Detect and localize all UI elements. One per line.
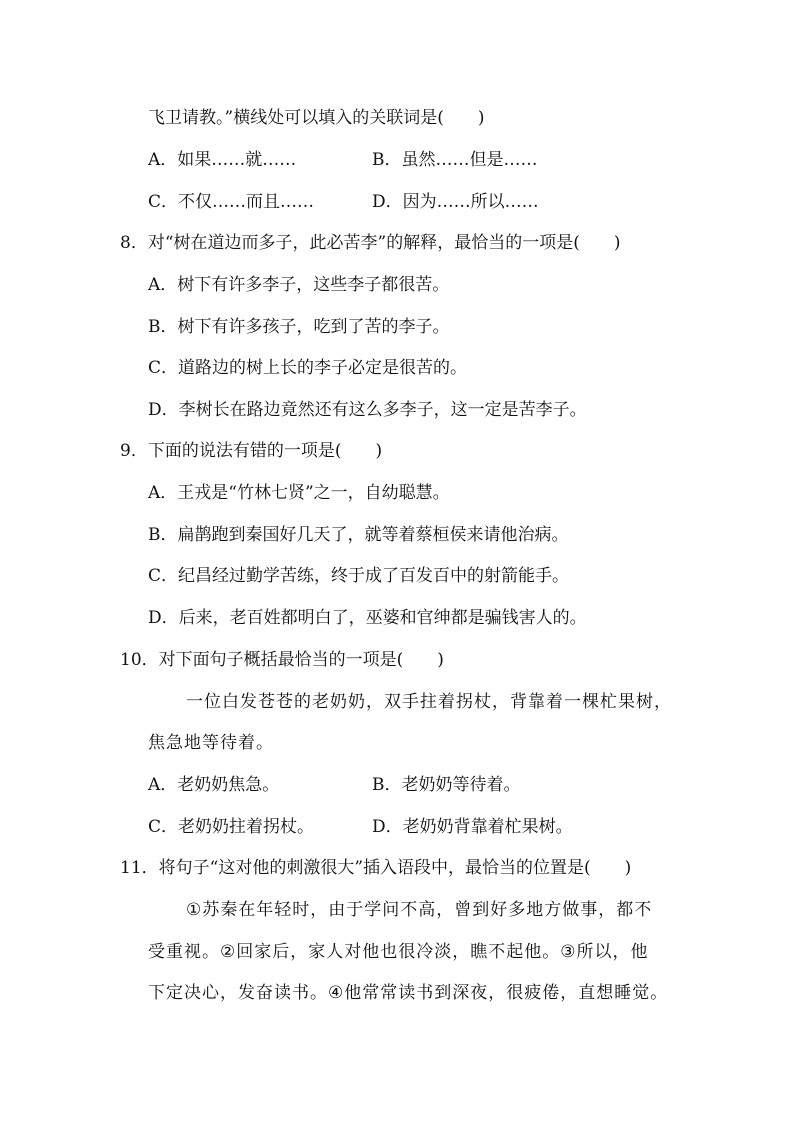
- q11-passage-line3: 下定决心，发奋读书。④他常常读书到深夜，很疲倦，直想睡觉。: [148, 983, 669, 1003]
- q9-option-d: D．后来，老百姓都明白了，巫婆和官绅都是骗钱害人的。: [148, 608, 587, 628]
- q8-option-b: B．树下有许多孩子，吃到了苦的李子。: [148, 317, 450, 337]
- q10-stem: 10．对下面句子概括最恰当的一项是( ): [120, 650, 444, 670]
- q7-option-c: C．不仅……而且……: [148, 192, 315, 212]
- q10-passage-line2: 焦急地等待着。: [148, 733, 274, 753]
- q8-option-d: D．李树长在路边竟然还有这么多李子，这一定是苦李子。: [148, 400, 587, 420]
- q9-option-a: A．王戎是“竹林七贤”之一，自幼聪慧。: [148, 483, 450, 503]
- q11-stem: 11．将句子“这对他的刺激很大”插入语段中，最恰当的位置是( ): [120, 858, 632, 878]
- q9-option-b: B．扁鹊跑到秦国好几天了，就等着蔡桓侯来请他治病。: [148, 525, 569, 545]
- q10-option-c: C．老奶奶拄着拐杖。: [148, 817, 315, 837]
- q9-option-c: C．纪昌经过勤学苦练，终于成了百发百中的射箭能手。: [148, 566, 570, 586]
- q10-option-b: B．老奶奶等待着。: [372, 775, 521, 795]
- q7-option-d: D．因为……所以……: [372, 192, 539, 212]
- q7-option-a: A．如果……就……: [148, 150, 297, 170]
- q10-option-d: D．老奶奶背靠着杧果树。: [372, 817, 573, 837]
- q7-stem-tail: 飞卫请教。”横线处可以填入的关联词是( ): [148, 108, 485, 128]
- q8-option-a: A．树下有许多李子，这些李子都很苦。: [148, 275, 450, 295]
- q8-stem: 8．对“树在道边而多子，此必苦李”的解释，最恰当的一项是( ): [120, 233, 621, 253]
- q10-passage-line1: 一位白发苍苍的老奶奶，双手拄着拐杖，背靠着一棵杧果树，: [186, 692, 672, 712]
- q10-option-a: A．老奶奶焦急。: [148, 775, 280, 795]
- q7-option-b: B．虽然……但是……: [372, 150, 538, 170]
- q9-stem: 9．下面的说法有错的一项是( ): [120, 441, 383, 461]
- q11-passage-line2: 受重视。②回家后，家人对他也很冷淡，瞧不起他。③所以，他: [148, 942, 649, 962]
- q11-passage-line1: ①苏秦在年轻时，由于学问不高，曾到好多地方做事，都不: [186, 900, 653, 920]
- q8-option-c: C．道路边的树上长的李子必定是很苦的。: [148, 358, 468, 378]
